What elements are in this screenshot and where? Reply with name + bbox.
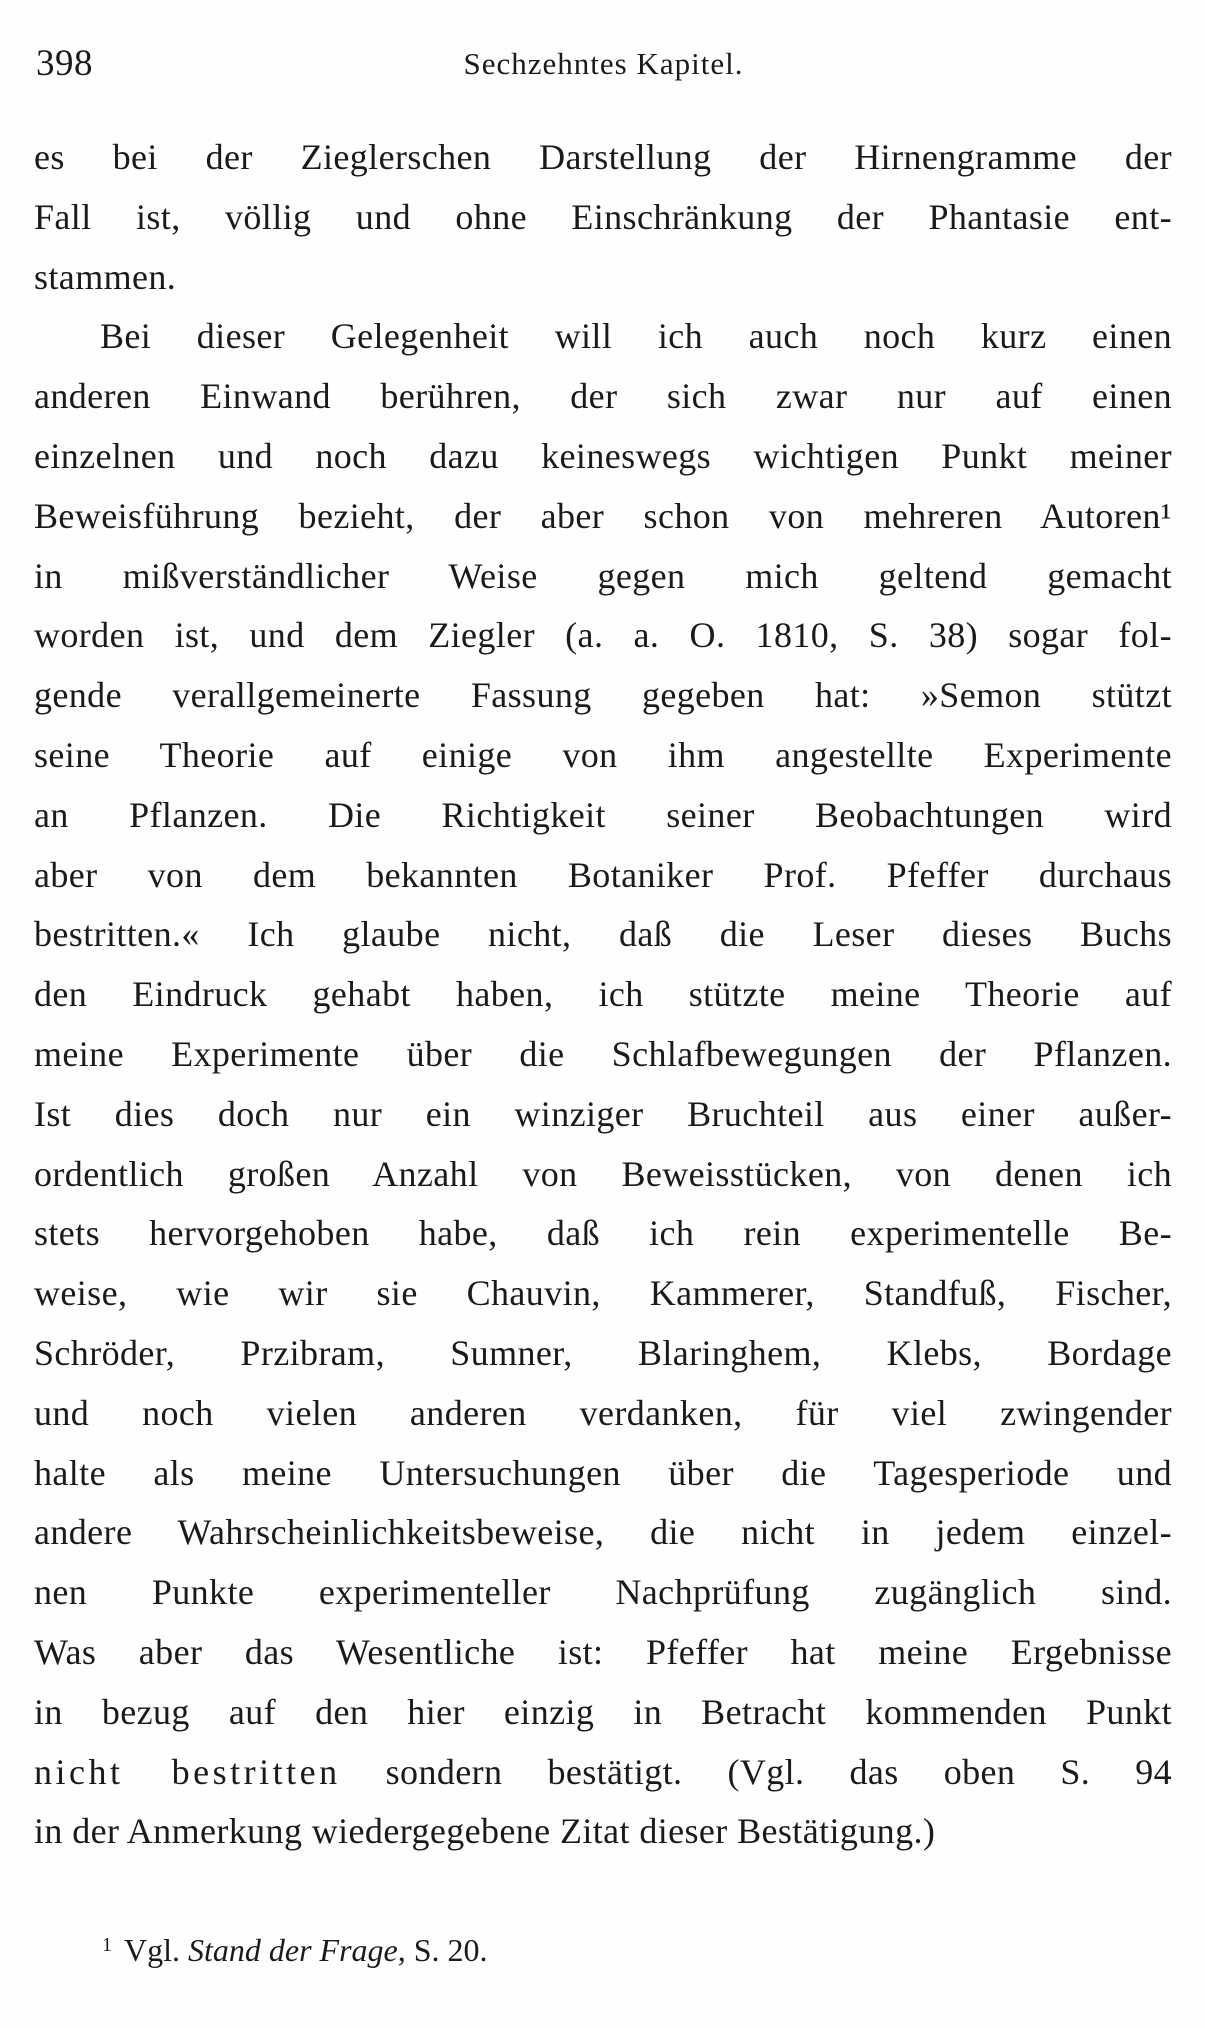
footnote-prefix: Vgl. — [124, 1932, 180, 1968]
text-line: Was aber das Wesentliche ist: Pfeffer hat meine Ergebnisse — [34, 1631, 1172, 1672]
footnote-title: Stand der Frage, — [188, 1932, 406, 1968]
text-line: in bezug auf den hier einzig in Betracht kommenden Punkt — [34, 1691, 1172, 1732]
text-line — [34, 1743, 1172, 1803]
text-line: einzelnen und noch dazu keineswegs wichtigen Punkt meiner — [34, 435, 1172, 476]
text-line: es bei der Zieglerschen Darstellung der Hirnengramme der — [34, 137, 1172, 177]
footnote-marker: 1 — [102, 1934, 112, 1956]
text-run: sondern bestätigt. (Vgl. das oben S. 94 — [340, 1751, 1172, 1792]
page-number: 398 — [36, 43, 93, 84]
text-line: den Eindruck gehabt haben, ich stützte meine Theorie auf — [34, 974, 1172, 1015]
text-line: worden ist, und dem Ziegler (a. a. O. 1810, S. 38) sogar fol- — [34, 615, 1172, 656]
footnote — [102, 1932, 488, 1969]
text-line: in mißverständlicher Weise gegen mich geltend gemacht — [34, 555, 1172, 596]
text-line: Bei dieser Gelegenheit will ich auch noch kurz einen — [100, 316, 1172, 357]
text-line: stammen. — [34, 256, 177, 297]
footnote-suffix: S. 20. — [413, 1932, 488, 1968]
text-line: aber von dem bekannten Botaniker Prof. Pfeffer durchaus — [34, 854, 1172, 895]
paragraph-1 — [34, 128, 1172, 307]
text-line: Ist dies doch nur ein winziger Bruchteil aus einer außer- — [34, 1093, 1172, 1134]
text-line: bestritten.« Ich glaube nicht, daß die Leser dieses Buchs — [34, 914, 1172, 955]
text-line: stets hervorgehoben habe, daß ich rein experimentelle Be- — [34, 1213, 1172, 1254]
text-line: andere Wahrscheinlichkeitsbeweise, die nicht in jedem einzel- — [34, 1512, 1172, 1553]
text-line: halte als meine Untersuchungen über die Tagesperiode und — [34, 1452, 1172, 1493]
text-line: weise, wie wir sie Chauvin, Kammerer, Standfuß, Fischer, — [34, 1273, 1172, 1314]
text-line: in der Anmerkung wiedergegebene Zitat dieser Bestätigung.) — [34, 1811, 936, 1852]
text-line: ordentlich großen Anzahl von Beweisstücken, von denen ich — [34, 1153, 1172, 1194]
text-line: an Pflanzen. Die Richtigkeit seiner Beobachtungen wird — [34, 794, 1172, 835]
text-line: anderen Einwand berühren, der sich zwar nur auf einen — [34, 376, 1172, 417]
spaced-emphasis: nicht bestritten — [34, 1751, 341, 1792]
text-line: nen Punkte experimenteller Nachprüfung zugänglich sind. — [34, 1572, 1172, 1613]
text-line: und noch vielen anderen verdanken, für viel zwingender — [34, 1392, 1172, 1433]
text-line: Schröder, Przibram, Sumner, Blaringhem, Klebs, Bordage — [34, 1332, 1172, 1373]
text-line: meine Experimente über die Schlafbewegungen der Pflanzen. — [34, 1033, 1172, 1074]
text-line: seine Theorie auf einige von ihm angestellte Experimente — [34, 734, 1172, 775]
paragraph-2 — [34, 307, 1172, 1862]
body-text — [34, 128, 1172, 1862]
text-line: Beweisführung bezieht, der aber schon von mehreren Autoren¹ — [34, 495, 1172, 536]
text-line: Fall ist, völlig und ohne Einschränkung der Phantasie ent- — [34, 196, 1172, 237]
chapter-title: Sechzehntes Kapitel. — [463, 46, 744, 81]
running-head — [36, 42, 1171, 88]
text-line: gende verallgemeinerte Fassung gegeben hat: »Semon stützt — [34, 675, 1172, 716]
